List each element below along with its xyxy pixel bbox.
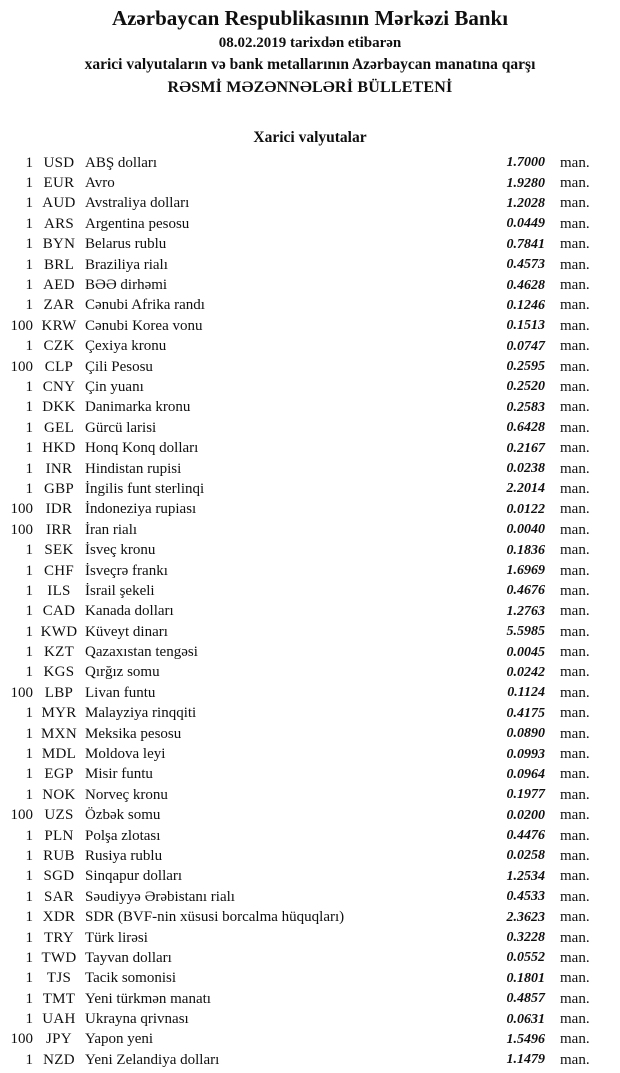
currency-name-cell: Cənubi Afrika randı: [85, 297, 205, 314]
quantity-cell: 100: [10, 1031, 33, 1048]
table-row: [0, 153, 620, 173]
quantity-cell: 1: [25, 725, 33, 742]
table-row: [0, 785, 620, 805]
currency-code-cell: TRY: [43, 929, 75, 946]
rate-value-cell: 0.4175: [506, 705, 545, 721]
currency-name-cell: Çin yuanı: [85, 378, 144, 395]
subtitle-line: xarici valyutaların və bank metallarının Azərbaycan manatına qarşı: [84, 56, 536, 73]
quantity-cell: 1: [25, 154, 33, 171]
currency-name-cell: Braziliya rialı: [85, 256, 168, 273]
unit-cell: man.: [560, 644, 590, 661]
table-row: [0, 581, 620, 601]
quantity-cell: 1: [25, 909, 33, 926]
quantity-cell: 1: [25, 277, 33, 294]
quantity-cell: 1: [25, 297, 33, 314]
currency-name-cell: Küveyt dinarı: [85, 623, 168, 640]
currency-name-cell: Tacik somonisi: [85, 970, 177, 987]
rate-value-cell: 2.2014: [506, 481, 545, 497]
unit-cell: man.: [560, 154, 590, 171]
table-row: [0, 602, 620, 622]
unit-cell: man.: [560, 684, 590, 701]
table-row: [0, 744, 620, 764]
table-row: [0, 704, 620, 724]
unit-cell: man.: [560, 623, 590, 640]
rate-value-cell: 0.0242: [506, 664, 545, 680]
table-row: [0, 683, 620, 703]
unit-cell: man.: [560, 317, 590, 334]
quantity-cell: 1: [25, 419, 33, 436]
currency-code-cell: CLP: [44, 358, 74, 375]
currency-name-cell: Rusiya rublu: [85, 847, 163, 864]
table-row: [0, 1009, 620, 1029]
currency-name-cell: Livan funtu: [85, 684, 156, 701]
quantity-cell: 1: [25, 888, 33, 905]
table-row: [0, 459, 620, 479]
unit-cell: man.: [560, 215, 590, 232]
rate-value-cell: 0.4533: [506, 889, 545, 905]
rate-value-cell: 1.2028: [506, 195, 545, 211]
unit-cell: man.: [560, 195, 590, 212]
rate-value-cell: 1.6969: [506, 563, 545, 578]
quantity-cell: 1: [25, 562, 33, 579]
unit-cell: man.: [560, 480, 590, 497]
quantity-cell: 1: [25, 786, 33, 803]
table-row: [0, 1030, 620, 1050]
currency-code-cell: GEL: [43, 419, 75, 436]
quantity-cell: 1: [25, 827, 33, 844]
currency-name-cell: Tayvan dolları: [85, 949, 172, 966]
currency-name-cell: Polşa zlotası: [85, 827, 161, 844]
currency-name-cell: Misir funtu: [85, 766, 153, 783]
rate-value-cell: 0.1246: [506, 297, 545, 313]
currency-code-cell: NOK: [42, 786, 76, 803]
quantity-cell: 1: [25, 338, 33, 355]
rate-value-cell: 0.7841: [506, 236, 545, 252]
unit-cell: man.: [560, 827, 590, 844]
currency-code-cell: TMT: [42, 990, 76, 1007]
currency-name-cell: SDR (BVF-nin xüsusi borcalma hüquqları): [85, 909, 345, 926]
currency-name-cell: Norveç kronu: [85, 786, 168, 803]
currency-name-cell: İndoneziya rupiası: [85, 501, 197, 518]
currency-code-cell: CZK: [43, 338, 75, 355]
currency-name-cell: Belarus rublu: [85, 236, 167, 253]
currency-name-cell: ABŞ dolları: [85, 154, 158, 171]
quantity-cell: 1: [25, 378, 33, 395]
unit-cell: man.: [560, 378, 590, 395]
unit-cell: man.: [560, 521, 590, 538]
table-row: [0, 194, 620, 214]
quantity-cell: 1: [25, 644, 33, 661]
rate-value-cell: 0.1801: [506, 970, 545, 986]
currency-code-cell: NZD: [43, 1051, 75, 1068]
currency-name-cell: Yeni Zelandiya dolları: [85, 1051, 220, 1068]
table-row: [0, 296, 620, 316]
rate-value-cell: 0.0964: [506, 766, 545, 782]
table-row: [0, 316, 620, 336]
currency-code-cell: GBP: [43, 480, 75, 497]
rate-value-cell: 0.2520: [506, 379, 545, 395]
rate-value-cell: 0.0122: [506, 501, 545, 517]
table-row: [0, 561, 620, 581]
unit-cell: man.: [560, 440, 590, 457]
quantity-cell: 1: [25, 542, 33, 559]
currency-name-cell: Çili Pesosu: [85, 358, 153, 375]
unit-cell: man.: [560, 419, 590, 436]
quantity-cell: 1: [25, 929, 33, 946]
currency-name-cell: İran rialı: [85, 521, 138, 538]
rate-value-cell: 1.7000: [506, 155, 545, 171]
currency-name-cell: Qazaxıstan tengəsi: [85, 644, 198, 661]
quantity-cell: 1: [25, 440, 33, 457]
table-row: [0, 887, 620, 907]
table-row: [0, 275, 620, 295]
rate-value-cell: 1.2763: [506, 603, 545, 619]
rate-value-cell: 0.4857: [506, 991, 545, 1007]
quantity-cell: 1: [25, 868, 33, 885]
quantity-cell: 1: [25, 195, 33, 212]
currency-code-cell: CHF: [43, 562, 75, 579]
rate-value-cell: 1.1479: [506, 1052, 545, 1068]
quantity-cell: 1: [25, 256, 33, 273]
table-row: [0, 663, 620, 683]
unit-cell: man.: [560, 664, 590, 681]
rate-value-cell: 0.0200: [506, 807, 545, 823]
rate-value-cell: 0.0258: [506, 848, 545, 864]
currency-code-cell: JPY: [46, 1031, 72, 1048]
currency-code-cell: KRW: [41, 317, 77, 334]
currency-name-cell: Ukrayna qrivnası: [85, 1011, 189, 1028]
currency-name-cell: Hindistan rupisi: [85, 460, 182, 477]
quantity-cell: 100: [10, 521, 33, 538]
currency-code-cell: TJS: [46, 970, 72, 987]
table-row: [0, 235, 620, 255]
rate-value-cell: 0.0552: [506, 950, 545, 966]
unit-cell: man.: [560, 1011, 590, 1028]
rate-value-cell: 0.0449: [506, 216, 545, 232]
quantity-cell: 1: [25, 480, 33, 497]
unit-cell: man.: [560, 460, 590, 477]
currency-code-cell: ARS: [43, 215, 75, 232]
unit-cell: man.: [560, 766, 590, 783]
table-row: [0, 907, 620, 927]
table-row: [0, 398, 620, 418]
currency-code-cell: MXN: [41, 725, 77, 742]
quantity-cell: 1: [25, 582, 33, 599]
rate-value-cell: 0.2167: [506, 440, 545, 456]
table-row: [0, 500, 620, 520]
rate-value-cell: 2.3623: [506, 909, 545, 925]
currency-code-cell: SEK: [44, 542, 74, 559]
unit-cell: man.: [560, 542, 590, 559]
currency-code-cell: ILS: [47, 582, 71, 599]
table-row: [0, 173, 620, 193]
currency-code-cell: SAR: [43, 888, 75, 905]
rate-value-cell: 0.1124: [507, 685, 545, 701]
unit-cell: man.: [560, 562, 590, 579]
currency-code-cell: MYR: [41, 705, 77, 722]
currency-name-cell: Honq Konq dolları: [85, 440, 199, 457]
currency-name-cell: Avro: [85, 175, 115, 192]
unit-cell: man.: [560, 725, 590, 742]
rate-value-cell: 0.0890: [506, 726, 545, 742]
currency-name-cell: Danimarka kronu: [85, 399, 191, 416]
currency-code-cell: BYN: [42, 236, 76, 253]
rate-value-cell: 0.2583: [506, 399, 545, 415]
quantity-cell: 100: [10, 684, 33, 701]
unit-cell: man.: [560, 786, 590, 803]
table-row: [0, 622, 620, 642]
unit-cell: man.: [560, 501, 590, 518]
rate-value-cell: 0.0631: [506, 1011, 545, 1027]
currency-code-cell: USD: [43, 154, 75, 171]
quantity-cell: 1: [25, 746, 33, 763]
table-row: [0, 520, 620, 540]
rate-value-cell: 1.5496: [506, 1031, 545, 1047]
table-row: [0, 826, 620, 846]
rate-value-cell: 0.0993: [506, 746, 545, 762]
currency-name-cell: İsrail şekeli: [85, 582, 155, 599]
quantity-cell: 1: [25, 215, 33, 232]
currency-name-cell: Səudiyyə Ərəbistanı rialı: [85, 888, 235, 905]
unit-cell: man.: [560, 236, 590, 253]
quantity-cell: 1: [25, 664, 33, 681]
table-row: [0, 928, 620, 948]
unit-cell: man.: [560, 175, 590, 192]
currency-name-cell: Avstraliya dolları: [85, 195, 190, 212]
rate-value-cell: 0.0238: [506, 461, 545, 477]
rate-value-cell: 0.4476: [506, 828, 545, 844]
unit-cell: man.: [560, 990, 590, 1007]
unit-cell: man.: [560, 705, 590, 722]
rate-value-cell: 5.5985: [506, 624, 545, 640]
unit-cell: man.: [560, 949, 590, 966]
table-row: [0, 989, 620, 1009]
currency-name-cell: Çexiya kronu: [85, 338, 167, 355]
table-row: [0, 418, 620, 438]
unit-cell: man.: [560, 582, 590, 599]
quantity-cell: 1: [25, 990, 33, 1007]
rate-value-cell: 0.2595: [506, 359, 545, 375]
table-row: [0, 540, 620, 560]
currency-name-cell: Argentina pesosu: [85, 215, 190, 232]
quantity-cell: 100: [10, 501, 33, 518]
currency-code-cell: KGS: [43, 664, 75, 681]
unit-cell: man.: [560, 807, 590, 824]
quantity-cell: 100: [10, 317, 33, 334]
currency-name-cell: Yeni türkmən manatı: [85, 990, 211, 1007]
quantity-cell: 1: [25, 949, 33, 966]
rate-value-cell: 0.3228: [506, 930, 545, 946]
unit-cell: man.: [560, 888, 590, 905]
section-title-foreign-currencies: Xarici valyutalar: [253, 129, 367, 146]
quantity-cell: 100: [10, 358, 33, 375]
unit-cell: man.: [560, 603, 590, 620]
rate-value-cell: 1.2534: [506, 868, 545, 884]
currency-code-cell: TWD: [41, 949, 77, 966]
table-row: [0, 357, 620, 377]
currency-name-cell: Meksika pesosu: [85, 725, 182, 742]
currency-name-cell: Özbək somu: [85, 807, 161, 824]
rate-value-cell: 0.4628: [506, 277, 545, 293]
currency-code-cell: IDR: [45, 501, 73, 518]
unit-cell: man.: [560, 358, 590, 375]
table-row: [0, 479, 620, 499]
currency-name-cell: Yapon yeni: [85, 1031, 154, 1048]
quantity-cell: 1: [25, 399, 33, 416]
currency-name-cell: Qırğız somu: [85, 664, 160, 681]
rate-value-cell: 0.1836: [506, 542, 545, 558]
unit-cell: man.: [560, 847, 590, 864]
table-row: [0, 765, 620, 785]
currency-code-cell: AED: [43, 277, 75, 294]
unit-cell: man.: [560, 909, 590, 926]
unit-cell: man.: [560, 256, 590, 273]
table-row: [0, 806, 620, 826]
currency-name-cell: Gürcü larisi: [85, 419, 157, 436]
currency-name-cell: Malayziya rinqqiti: [85, 705, 197, 722]
unit-cell: man.: [560, 746, 590, 763]
currency-name-cell: İsveç kronu: [85, 542, 156, 559]
rate-value-cell: 0.6428: [506, 420, 545, 436]
unit-cell: man.: [560, 399, 590, 416]
currency-code-cell: UAH: [42, 1011, 76, 1028]
rate-value-cell: 0.0747: [506, 338, 545, 354]
bulletin-header: [0, 0, 620, 99]
rate-value-cell: 0.0040: [506, 522, 545, 538]
currency-code-cell: KZT: [43, 644, 75, 661]
table-row: [0, 724, 620, 744]
currency-code-cell: SGD: [43, 868, 75, 885]
currency-code-cell: CNY: [42, 378, 76, 395]
rate-value-cell: 0.4573: [506, 257, 545, 273]
quantity-cell: 1: [25, 1011, 33, 1028]
currency-code-cell: BRL: [43, 256, 75, 273]
unit-cell: man.: [560, 1051, 590, 1068]
currency-name-cell: Moldova leyi: [85, 746, 166, 763]
table-row: [0, 642, 620, 662]
table-row: [0, 948, 620, 968]
table-row: [0, 846, 620, 866]
currency-code-cell: KWD: [40, 623, 78, 640]
currency-name-cell: Cənubi Korea vonu: [85, 317, 203, 334]
currency-code-cell: EUR: [43, 175, 75, 192]
quantity-cell: 1: [25, 847, 33, 864]
currency-code-cell: XDR: [42, 909, 76, 926]
quantity-cell: 1: [25, 603, 33, 620]
quantity-cell: 1: [25, 236, 33, 253]
currency-code-cell: AUD: [42, 195, 76, 212]
rate-value-cell: 0.4676: [506, 583, 545, 599]
currency-name-cell: Kanada dolları: [85, 603, 174, 620]
table-row: [0, 214, 620, 234]
currency-code-cell: EGP: [44, 766, 74, 783]
currency-name-cell: İsveçrə frankı: [85, 562, 168, 579]
table-row: [0, 969, 620, 989]
quantity-cell: 1: [25, 766, 33, 783]
quantity-cell: 1: [25, 175, 33, 192]
currency-name-cell: İngilis funt sterlinqi: [85, 480, 205, 497]
currency-code-cell: LBP: [44, 684, 74, 701]
currency-name-cell: Türk lirəsi: [85, 929, 148, 946]
currency-code-cell: RUB: [43, 847, 75, 864]
currency-name-cell: Sinqapur dolları: [85, 868, 183, 885]
currency-code-cell: HKD: [42, 440, 76, 457]
table-row: [0, 255, 620, 275]
table-row: [0, 377, 620, 397]
table-row: [0, 1050, 620, 1070]
quantity-cell: 1: [25, 623, 33, 640]
rate-value-cell: 0.1513: [506, 318, 545, 334]
quantity-cell: 1: [25, 970, 33, 987]
currency-code-cell: CAD: [42, 603, 76, 620]
bulletin-title: RƏSMİ MƏZƏNNƏLƏRİ BÜLLETENİ: [167, 79, 453, 96]
exchange-rates-table: [0, 153, 620, 1071]
currency-code-cell: PLN: [44, 827, 74, 844]
table-row: [0, 867, 620, 887]
rate-value-cell: 1.9280: [506, 175, 545, 191]
currency-code-cell: MDL: [41, 746, 77, 763]
unit-cell: man.: [560, 929, 590, 946]
quantity-cell: 100: [10, 807, 33, 824]
unit-cell: man.: [560, 297, 590, 314]
currency-name-cell: BƏƏ dirhəmi: [85, 277, 168, 294]
table-row: [0, 438, 620, 458]
unit-cell: man.: [560, 868, 590, 885]
unit-cell: man.: [560, 1031, 590, 1048]
rate-value-cell: 0.0045: [506, 644, 545, 660]
quantity-cell: 1: [25, 705, 33, 722]
currency-code-cell: DKK: [42, 399, 76, 416]
unit-cell: man.: [560, 338, 590, 355]
unit-cell: man.: [560, 277, 590, 294]
quantity-cell: 1: [25, 1051, 33, 1068]
currency-code-cell: IRR: [46, 521, 72, 538]
quantity-cell: 1: [25, 460, 33, 477]
table-row: [0, 337, 620, 357]
currency-code-cell: UZS: [44, 807, 74, 824]
unit-cell: man.: [560, 970, 590, 987]
effective-date-line: 08.02.2019 tarixdən etibarən: [218, 35, 402, 51]
bank-title: Azərbaycan Respublikasının Mərkəzi Bankı: [111, 6, 509, 30]
rate-value-cell: 0.1977: [506, 787, 545, 803]
currency-code-cell: INR: [45, 460, 73, 477]
currency-code-cell: ZAR: [43, 297, 75, 314]
